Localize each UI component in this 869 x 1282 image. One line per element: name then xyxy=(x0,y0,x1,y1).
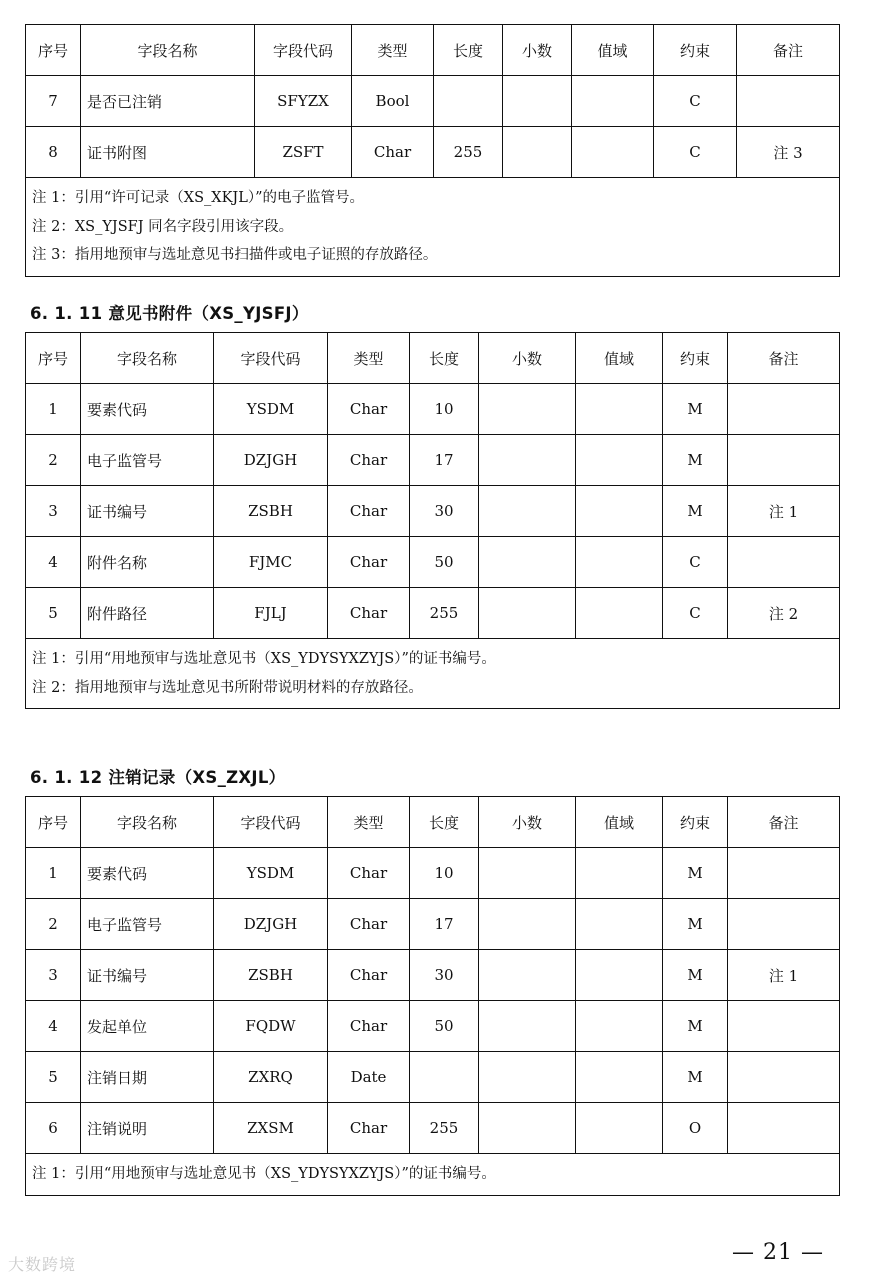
table-cell: YSDM xyxy=(214,848,328,899)
table-cell: Bool xyxy=(352,76,434,127)
column-header: 序号 xyxy=(26,797,81,848)
table-cell: 4 xyxy=(26,537,81,588)
table-cell xyxy=(728,848,840,899)
table-row xyxy=(26,1103,840,1154)
table-cell xyxy=(576,588,663,639)
table-cell: Char xyxy=(352,127,434,178)
table-cell: 30 xyxy=(410,950,479,1001)
table-cell: 17 xyxy=(410,435,479,486)
table-cell xyxy=(576,486,663,537)
table-cell: 证书附图 xyxy=(81,127,255,178)
table-cell: M xyxy=(663,950,728,1001)
table-cell: 要素代码 xyxy=(81,848,214,899)
table-cell: Char xyxy=(328,435,410,486)
table-cell xyxy=(728,899,840,950)
field-table-xs-zxjl xyxy=(25,796,840,1196)
table-cell: C xyxy=(663,588,728,639)
table-row xyxy=(26,588,840,639)
column-header: 序号 xyxy=(26,333,81,384)
table-cell: 电子监管号 xyxy=(81,435,214,486)
table-cell: 10 xyxy=(410,848,479,899)
table-cell: 注销说明 xyxy=(81,1103,214,1154)
table-cell: Char xyxy=(328,486,410,537)
column-header: 字段代码 xyxy=(255,25,352,76)
table-cell xyxy=(434,76,503,127)
table-notes xyxy=(26,1154,840,1196)
note-line: 注 2：XS_YJSFJ 同名字段引用该字段。 xyxy=(32,218,294,235)
watermark-logo: 大数跨境 xyxy=(8,1255,77,1274)
column-header: 字段名称 xyxy=(81,797,214,848)
table-cell: 8 xyxy=(26,127,81,178)
table-cell xyxy=(479,899,576,950)
column-header: 类型 xyxy=(352,25,434,76)
table-cell: 电子监管号 xyxy=(81,899,214,950)
table-cell xyxy=(728,1001,840,1052)
table-cell: 255 xyxy=(410,1103,479,1154)
table-cell xyxy=(576,1001,663,1052)
table-row xyxy=(26,76,840,127)
table-row xyxy=(26,950,840,1001)
column-header: 长度 xyxy=(434,25,503,76)
table-cell: ZSFT xyxy=(255,127,352,178)
table-cell xyxy=(479,1001,576,1052)
table-cell xyxy=(479,486,576,537)
table-cell xyxy=(728,435,840,486)
table-cell: 5 xyxy=(26,588,81,639)
table-cell: Char xyxy=(328,537,410,588)
column-header: 约束 xyxy=(663,797,728,848)
column-header: 字段代码 xyxy=(214,333,328,384)
table-cell xyxy=(479,537,576,588)
table-cell xyxy=(479,588,576,639)
table-cell: M xyxy=(663,848,728,899)
table-cell: Char xyxy=(328,1001,410,1052)
column-header: 备注 xyxy=(728,333,840,384)
table-row xyxy=(26,899,840,950)
column-header: 小数 xyxy=(479,333,576,384)
table-cell xyxy=(576,950,663,1001)
table-cell: Char xyxy=(328,848,410,899)
table-cell: FQDW xyxy=(214,1001,328,1052)
column-header: 类型 xyxy=(328,797,410,848)
table-cell xyxy=(479,1052,576,1103)
note-line: 注 2：指用地预审与选址意见书所附带说明材料的存放路径。 xyxy=(32,679,423,696)
table-cell: 注销日期 xyxy=(81,1052,214,1103)
table-cell: 7 xyxy=(26,76,81,127)
table-cell: Char xyxy=(328,384,410,435)
table-cell: O xyxy=(663,1103,728,1154)
table-cell xyxy=(503,127,572,178)
table-cell xyxy=(737,76,840,127)
column-header: 备注 xyxy=(737,25,840,76)
column-header: 小数 xyxy=(503,25,572,76)
column-header: 约束 xyxy=(663,333,728,384)
section-heading-6-1-12: 6. 1. 12 注销记录（XS_ZXJL） xyxy=(30,768,286,787)
note-line: 注 3：指用地预审与选址意见书扫描件或电子证照的存放路径。 xyxy=(32,247,438,263)
table-cell: 注 1 xyxy=(728,486,840,537)
table-cell: M xyxy=(663,435,728,486)
table-cell: ZSBH xyxy=(214,486,328,537)
column-header: 字段名称 xyxy=(81,25,255,76)
table-cell xyxy=(576,899,663,950)
table-cell: SFYZX xyxy=(255,76,352,127)
table-cell: 2 xyxy=(26,435,81,486)
table-cell: 是否已注销 xyxy=(81,76,255,127)
table-cell: FJLJ xyxy=(214,588,328,639)
table-cell: 50 xyxy=(410,537,479,588)
table-cell: 证书编号 xyxy=(81,486,214,537)
table-cell: FJMC xyxy=(214,537,328,588)
table-cell xyxy=(576,435,663,486)
table-cell: 4 xyxy=(26,1001,81,1052)
table-header-row xyxy=(26,25,840,76)
notes-row xyxy=(26,1154,840,1196)
table-cell: 注 3 xyxy=(737,127,840,178)
table-cell: 1 xyxy=(26,384,81,435)
table-header-row xyxy=(26,333,840,384)
column-header: 类型 xyxy=(328,333,410,384)
page-number: — 21 — xyxy=(732,1240,824,1265)
table-cell xyxy=(572,127,654,178)
table-cell xyxy=(479,384,576,435)
table-cell: 17 xyxy=(410,899,479,950)
column-header: 字段名称 xyxy=(81,333,214,384)
table-cell xyxy=(479,435,576,486)
table-cell: ZSBH xyxy=(214,950,328,1001)
table-cell: 1 xyxy=(26,848,81,899)
table-cell: 发起单位 xyxy=(81,1001,214,1052)
table-row xyxy=(26,127,840,178)
table-cell: 附件路径 xyxy=(81,588,214,639)
table-cell: 注 1 xyxy=(728,950,840,1001)
table-row xyxy=(26,1052,840,1103)
table-cell: 30 xyxy=(410,486,479,537)
table-cell: 附件名称 xyxy=(81,537,214,588)
column-header: 值域 xyxy=(576,333,663,384)
column-header: 小数 xyxy=(479,797,576,848)
table-cell: DZJGH xyxy=(214,899,328,950)
field-table-xs-yjsfj xyxy=(25,332,840,709)
table-cell: 要素代码 xyxy=(81,384,214,435)
table-cell: DZJGH xyxy=(214,435,328,486)
table-cell xyxy=(728,1052,840,1103)
notes-row xyxy=(26,639,840,709)
column-header: 值域 xyxy=(576,797,663,848)
table-cell xyxy=(479,1103,576,1154)
table-cell: 255 xyxy=(410,588,479,639)
column-header: 长度 xyxy=(410,333,479,384)
table-cell xyxy=(576,848,663,899)
table-cell xyxy=(728,537,840,588)
table-notes xyxy=(26,639,840,709)
table-row xyxy=(26,384,840,435)
table-cell xyxy=(479,848,576,899)
table-cell xyxy=(576,1103,663,1154)
column-header: 序号 xyxy=(26,25,81,76)
table-row xyxy=(26,537,840,588)
table-cell xyxy=(572,76,654,127)
table-cell: M xyxy=(663,486,728,537)
table-cell: Char xyxy=(328,899,410,950)
table-cell: 注 2 xyxy=(728,588,840,639)
table-cell: 证书编号 xyxy=(81,950,214,1001)
table-row xyxy=(26,848,840,899)
note-line: 注 1：引用“用地预审与选址意见书（XS_YDYSYXZYJS）”的证书编号。 xyxy=(32,1166,496,1182)
table-cell: M xyxy=(663,1001,728,1052)
field-table-continued xyxy=(25,24,840,277)
table-cell: 255 xyxy=(434,127,503,178)
table-cell xyxy=(728,384,840,435)
table-cell: M xyxy=(663,1052,728,1103)
table-cell: C xyxy=(654,76,737,127)
table-cell xyxy=(576,1052,663,1103)
table-notes xyxy=(26,178,840,277)
table-cell: C xyxy=(654,127,737,178)
table-cell: C xyxy=(663,537,728,588)
table-cell: Char xyxy=(328,1103,410,1154)
table-row xyxy=(26,435,840,486)
column-header: 值域 xyxy=(572,25,654,76)
note-line: 注 1：引用“许可记录（XS_XKJL）”的电子监管号。 xyxy=(32,190,365,206)
table-cell: 3 xyxy=(26,486,81,537)
notes-row xyxy=(26,178,840,277)
note-line: 注 1：引用“用地预审与选址意见书（XS_YDYSYXZYJS）”的证书编号。 xyxy=(32,651,496,667)
table-cell xyxy=(479,950,576,1001)
table-cell xyxy=(576,384,663,435)
table-cell: M xyxy=(663,384,728,435)
table-cell: 10 xyxy=(410,384,479,435)
table-cell xyxy=(728,1103,840,1154)
table-cell: ZXRQ xyxy=(214,1052,328,1103)
column-header: 长度 xyxy=(410,797,479,848)
table-cell xyxy=(576,537,663,588)
table-cell xyxy=(410,1052,479,1103)
table-row xyxy=(26,1001,840,1052)
table-cell: Char xyxy=(328,588,410,639)
table-cell: YSDM xyxy=(214,384,328,435)
column-header: 字段代码 xyxy=(214,797,328,848)
table-cell: ZXSM xyxy=(214,1103,328,1154)
table-header-row xyxy=(26,797,840,848)
table-cell: M xyxy=(663,899,728,950)
table-cell xyxy=(503,76,572,127)
column-header: 备注 xyxy=(728,797,840,848)
column-header: 约束 xyxy=(654,25,737,76)
table-cell: Date xyxy=(328,1052,410,1103)
section-heading-6-1-11: 6. 1. 11 意见书附件（XS_YJSFJ） xyxy=(30,304,309,323)
table-cell: 5 xyxy=(26,1052,81,1103)
table-cell: 6 xyxy=(26,1103,81,1154)
table-cell: 50 xyxy=(410,1001,479,1052)
table-cell: 2 xyxy=(26,899,81,950)
table-row xyxy=(26,486,840,537)
table-cell: 3 xyxy=(26,950,81,1001)
table-cell: Char xyxy=(328,950,410,1001)
